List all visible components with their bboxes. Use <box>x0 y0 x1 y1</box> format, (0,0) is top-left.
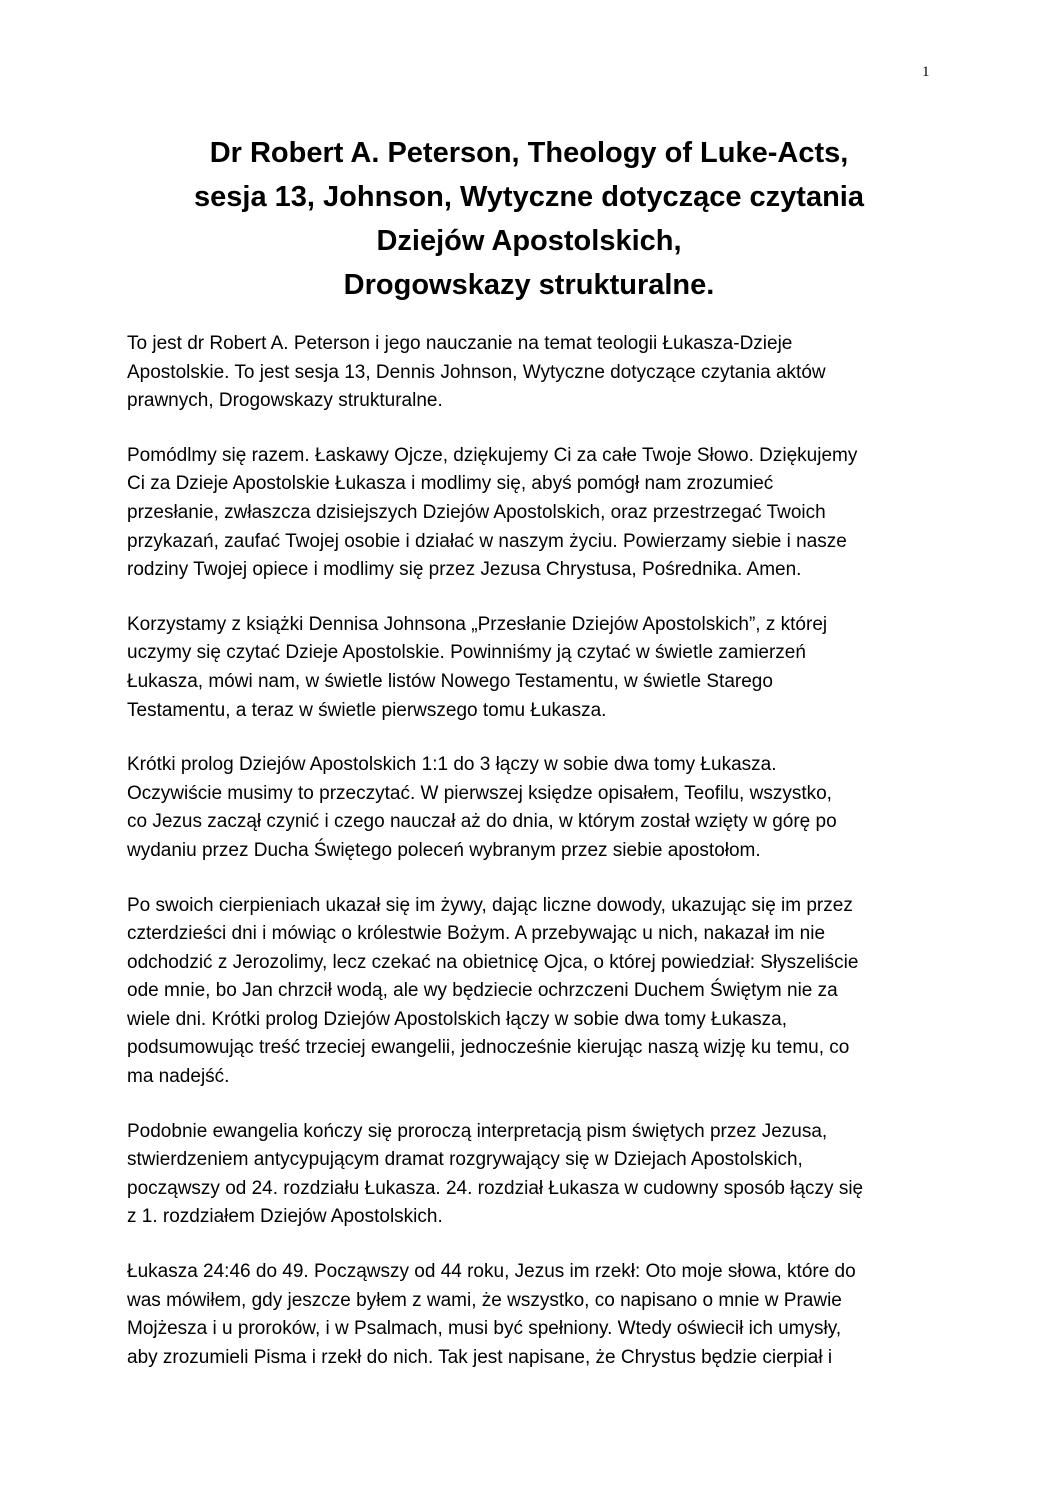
text-line: odchodzić z Jerozolimy, lecz czekać na obietnicę Ojca, o której powiedział: Słyszeliście <box>127 951 859 973</box>
text-line: Podobnie ewangelia kończy się proroczą interpretacją pism świętych przez Jezusa, <box>127 1120 828 1142</box>
title-line: Dr Robert A. Peterson, Theology of Luke-Acts, <box>209 137 849 169</box>
paragraph-book <box>127 611 940 725</box>
text-line: uczymy się czytać Dzieje Apostolskie. Powinniśmy ją czytać w świetle zamierzeń <box>127 642 806 664</box>
text-line: aby zrozumieli Pisma i rzekł do nich. Tak jest napisane, że Chrystus będzie cierpiał i <box>127 1346 833 1368</box>
text-line: przykazań, zaufać Twojej osobie i działać w naszym życiu. Powierzamy siebie i nasze <box>127 530 847 552</box>
text-line: was mówiłem, gdy jeszcze byłem z wami, że wszystko, co napisano o mnie w Prawie <box>127 1289 842 1311</box>
text-line: wydaniu przez Ducha Świętego poleceń wybranym przez siebie apostołom. <box>127 839 761 861</box>
text-line: Po swoich cierpieniach ukazał się im żywy, dając liczne dowody, ukazując się im przez <box>127 894 853 916</box>
text-line: przesłanie, zwłaszcza dzisiejszych Dziejów Apostolskich, oraz przestrzegać Twoich <box>127 501 826 523</box>
text-line: stwierdzeniem antycypującym dramat rozgrywający się w Dziejach Apostolskich, <box>127 1149 803 1171</box>
text-line: z 1. rozdziałem Dziejów Apostolskich. <box>127 1206 443 1228</box>
text-line: ode mnie, bo Jan chrzcił wodą, ale wy będziecie ochrzczeni Duchem Świętym nie za <box>127 980 838 1002</box>
text-line: począwszy od 24. rozdziału Łukasza. 24. rozdział Łukasza w cudowny sposób łączy się <box>127 1177 864 1199</box>
text-line: Ci za Dzieje Apostolskie Łukasza i modlimy się, abyś pomógł nam zrozumieć <box>127 473 774 495</box>
text-line: Pomódlmy się razem. Łaskawy Ojcze, dziękujemy Ci za całe Twoje Słowo. Dziękujemy <box>127 444 858 466</box>
text-line: czterdzieści dni i mówiąc o królestwie Bożym. A przebywając u nich, nakazał im nie <box>127 923 826 945</box>
text-line: Apostolskie. To jest sesja 13, Dennis Johnson, Wytyczne dotyczące czytania aktów <box>127 361 826 383</box>
text-line: To jest dr Robert A. Peterson i jego nauczanie na temat teologii Łukasza-Dzieje <box>127 333 793 354</box>
document-title <box>120 131 938 307</box>
paragraph-prologue <box>127 751 940 865</box>
title-line: sesja 13, Johnson, Wytyczne dotyczące czytania <box>194 181 864 213</box>
paragraph-prayer <box>127 442 940 585</box>
paragraph-intro <box>127 330 940 416</box>
title-line: Dziejów Apostolskich, <box>376 225 682 257</box>
page-number: 1 <box>922 64 930 80</box>
text-line: Testamentu, a teraz w świetle pierwszego tomu Łukasza. <box>127 699 607 721</box>
text-line: Łukasza, mówi nam, w świetle listów Nowego Testamentu, w świetle Starego <box>127 670 773 692</box>
text-line: wiele dni. Krótki prolog Dziejów Apostolskich łączy w sobie dwa tomy Łukasza, <box>127 1008 788 1030</box>
text-line: podsumowując treść trzeciej ewangelii, jednocześnie kierując naszą wizję ku temu, co <box>127 1037 850 1059</box>
text-line: Krótki prolog Dziejów Apostolskich 1:1 do 3 łączy w sobie dwa tomy Łukasza. <box>127 754 777 776</box>
text-line: prawnych, Drogowskazy strukturalne. <box>127 390 443 412</box>
text-line: Łukasza 24:46 do 49. Począwszy od 44 roku, Jezus im rzekł: Oto moje słowa, które do <box>127 1261 856 1283</box>
text-line: Mojżesza i u proroków, i w Psalmach, musi być spełniony. Wtedy oświecił ich umysły, <box>127 1318 842 1340</box>
text-line: Korzystamy z książki Dennisa Johnsona „Przesłanie Dziejów Apostolskich”, z której <box>127 613 828 635</box>
text-line: rodziny Twojej opiece i modlimy się przez Jezusa Chrystusa, Pośrednika. Amen. <box>127 559 802 581</box>
title-line: Drogowskazy strukturalne. <box>343 269 715 301</box>
paragraph-gospel <box>127 1118 940 1232</box>
text-line: Oczywiście musimy to przeczytać. W pierwszej księdze opisałem, Teofilu, wszystko, <box>127 782 832 804</box>
text-line: ma nadejść. <box>127 1066 230 1088</box>
paragraph-sufferings <box>127 892 940 1092</box>
paragraph-luke-24 <box>127 1258 940 1372</box>
text-line: co Jezus zaczął czynić i czego nauczał aż do dnia, w którym został wzięty w górę po <box>127 811 837 833</box>
document-body <box>127 330 940 1398</box>
